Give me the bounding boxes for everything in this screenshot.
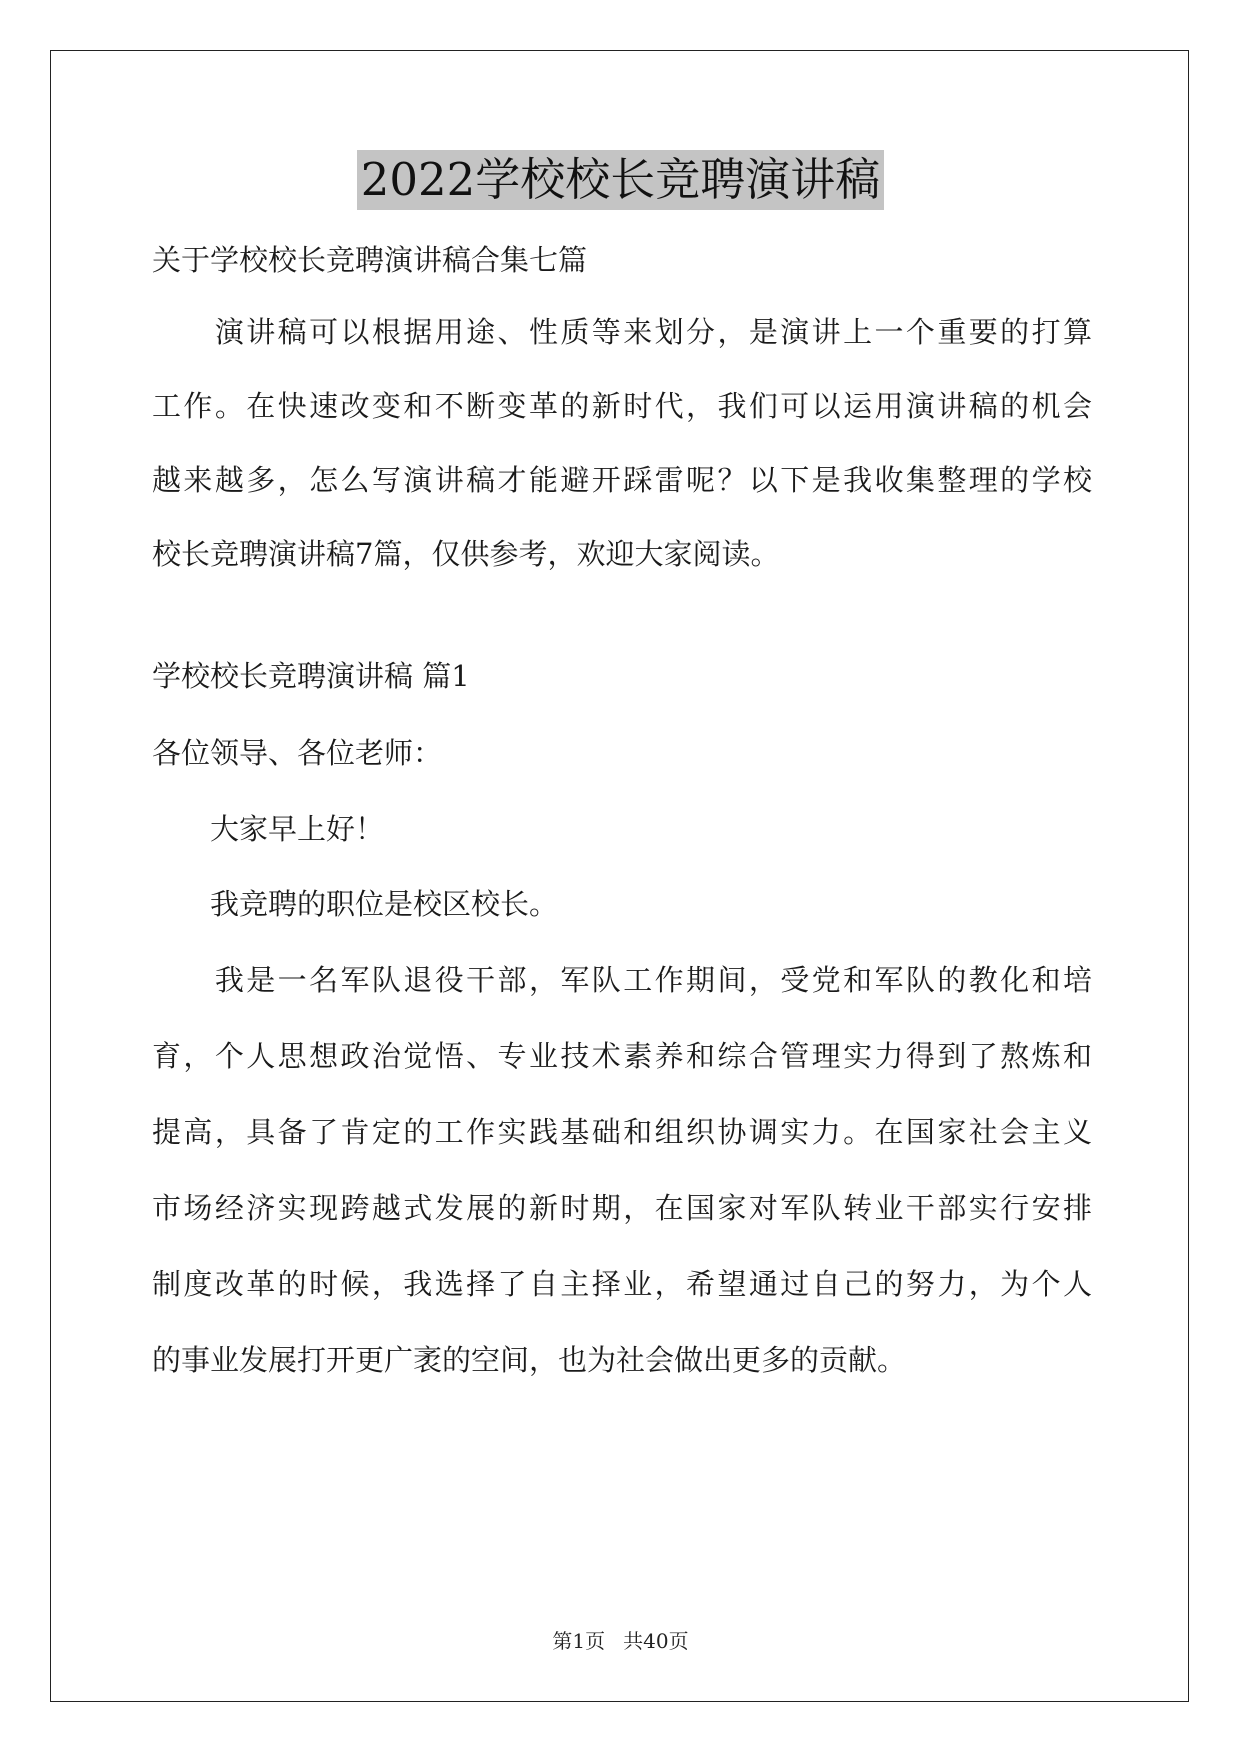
intro-line-3: 越来越多，怎么写演讲稿才能避开踩雷呢？以下是我收集整理的学校 <box>152 463 1092 497</box>
page-footer <box>0 1628 1241 1654</box>
position-statement: 我竞聘的职位是校区校长。 <box>152 887 559 921</box>
body-line-3: 提高，具备了肯定的工作实践基础和组织协调实力。在国家社会主义 <box>152 1115 1092 1149</box>
document-subtitle: 关于学校校长竞聘演讲稿合集七篇 <box>152 243 588 277</box>
body-line-5: 制度改革的时候，我选择了自主择业，希望通过自己的努力，为个人 <box>152 1267 1092 1301</box>
page-border <box>50 50 1189 1702</box>
page-total: 共40页 <box>623 1629 689 1653</box>
body-line-4: 市场经济实现跨越式发展的新时期，在国家对军队转业干部实行安排 <box>152 1191 1092 1225</box>
intro-line-2: 工作。在快速改变和不断变革的新时代，我们可以运用演讲稿的机会 <box>152 389 1092 423</box>
intro-line-1: 演讲稿可以根据用途、性质等来划分，是演讲上一个重要的打算 <box>152 315 1092 349</box>
salutation: 各位领导、各位老师： <box>152 736 443 770</box>
page-number: 第1页 <box>552 1629 606 1653</box>
body-line-1: 我是一名军队退役干部，军队工作期间，受党和军队的教化和培 <box>152 963 1092 997</box>
title-container <box>0 150 1241 210</box>
document-title: 2022学校校长竞聘演讲稿 <box>357 150 885 210</box>
section-heading: 学校校长竞聘演讲稿 篇1 <box>152 659 470 693</box>
intro-line-4: 校长竞聘演讲稿7篇，仅供参考，欢迎大家阅读。 <box>152 537 780 571</box>
body-line-6: 的事业发展打开更广袤的空间，也为社会做出更多的贡献。 <box>152 1343 907 1377</box>
greeting: 大家早上好！ <box>152 812 385 846</box>
body-line-2: 育，个人思想政治觉悟、专业技术素养和综合管理实力得到了熬炼和 <box>152 1039 1092 1073</box>
